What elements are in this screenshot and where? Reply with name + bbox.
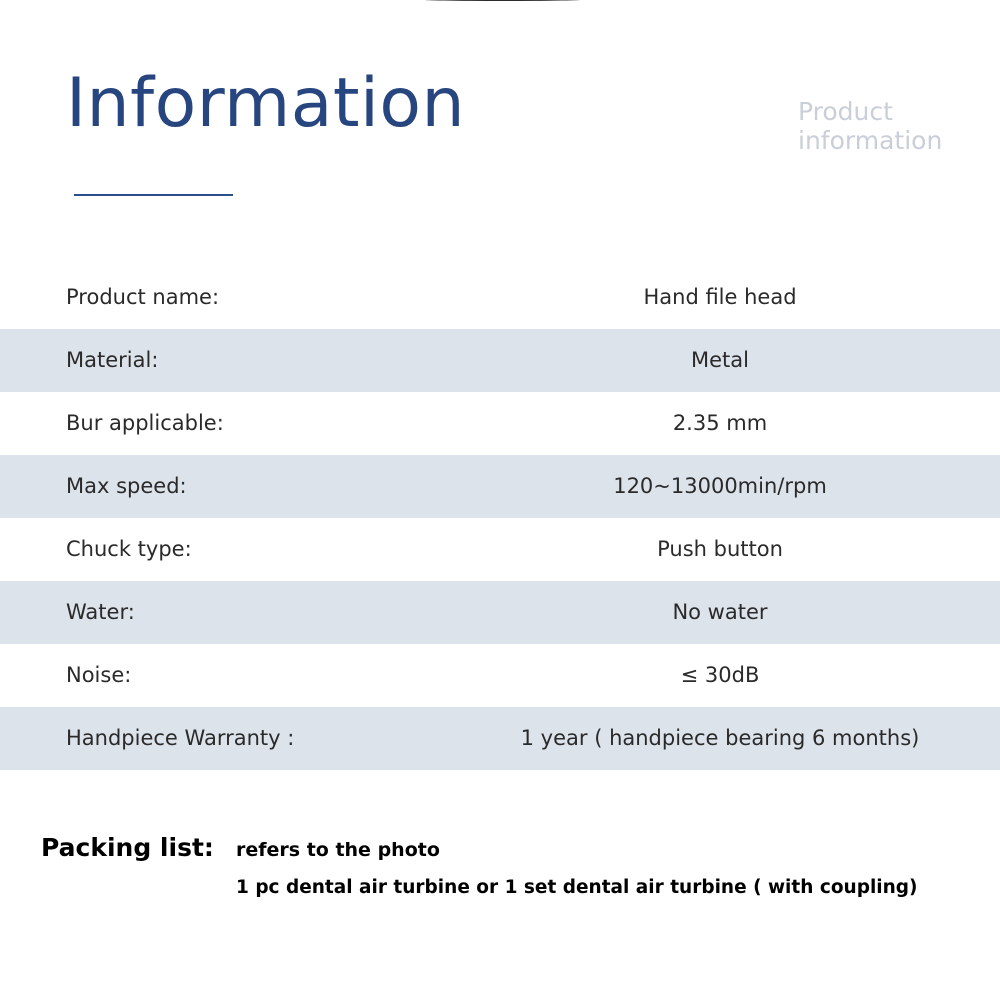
subtitle-line-1: Product xyxy=(798,97,893,126)
spec-label: Handpiece Warranty : xyxy=(66,726,295,750)
spec-table xyxy=(0,266,1000,770)
spec-row-material xyxy=(0,329,1000,392)
spec-row-noise xyxy=(0,644,1000,707)
spec-value: No water xyxy=(672,600,768,624)
spec-label: Chuck type: xyxy=(66,537,192,561)
subtitle-line-2: information xyxy=(798,126,943,155)
spec-label: Bur applicable: xyxy=(66,411,224,435)
packing-list-label: Packing list: xyxy=(41,833,214,862)
title-underline xyxy=(74,194,233,196)
spec-value: Hand file head xyxy=(643,285,797,309)
packing-list-line-1: refers to the photo xyxy=(236,839,440,861)
spec-label: Water: xyxy=(66,600,135,624)
top-decorative-arc xyxy=(420,0,585,1)
spec-label: Noise: xyxy=(66,663,132,687)
spec-row-chuck-type xyxy=(0,518,1000,581)
packing-list-line-2: 1 pc dental air turbine or 1 set dental air turbine ( with coupling) xyxy=(236,877,918,898)
spec-value: 1 year ( handpiece bearing 6 months) xyxy=(520,726,920,750)
spec-label: Max speed: xyxy=(66,474,187,498)
spec-row-bur-applicable xyxy=(0,392,1000,455)
page-subtitle xyxy=(798,97,988,155)
spec-row-warranty xyxy=(0,707,1000,770)
spec-value: 120~13000min/rpm xyxy=(613,474,827,498)
spec-value: Metal xyxy=(691,348,749,372)
spec-row-water xyxy=(0,581,1000,644)
spec-label: Product name: xyxy=(66,285,220,309)
spec-value: Push button xyxy=(657,537,783,561)
spec-row-product-name xyxy=(0,266,1000,329)
spec-value: 2.35 mm xyxy=(672,411,768,435)
page-title: Information xyxy=(66,64,466,143)
spec-label: Material: xyxy=(66,348,159,372)
spec-row-max-speed xyxy=(0,455,1000,518)
spec-value: ≤ 30dB xyxy=(680,663,760,687)
